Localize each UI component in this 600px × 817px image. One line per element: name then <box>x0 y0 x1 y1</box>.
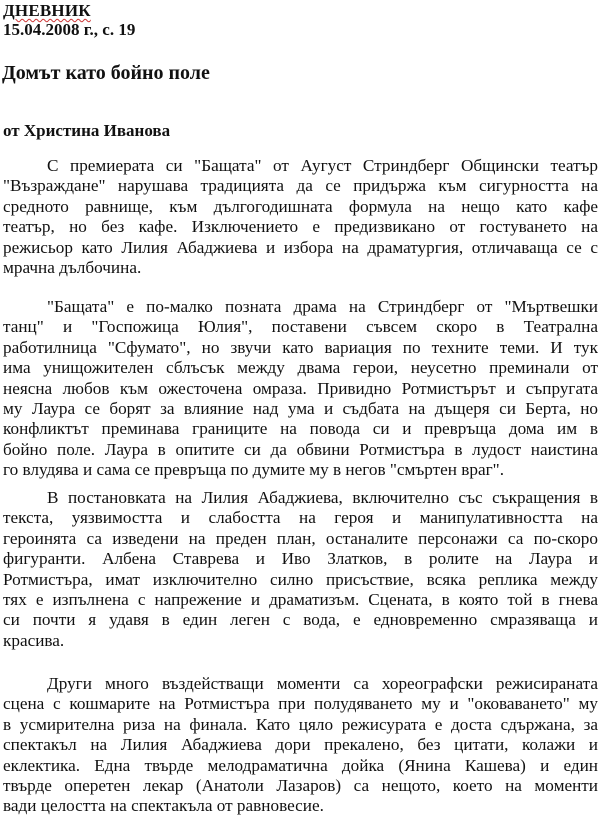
paragraph-line: сцена с кошмарите на Ротмистъра при полудяването му и "оковаването" му <box>3 694 598 714</box>
article-paragraph-3 <box>3 488 598 651</box>
paragraph-line: неясна любов към ожесточена омраза. Привидно Ротмистърът и съпругата <box>3 378 598 398</box>
article-paragraph-1 <box>3 156 598 278</box>
article-paragraph-2 <box>3 297 598 481</box>
paragraph-line: тях е изпълнена с напрежение и драматизъм. Сцената, в която той в гнева <box>3 589 598 609</box>
paragraph-line: Ротмистъра, имат изключително силно присъствие, всяка реплика между <box>3 569 598 589</box>
paragraph-line: Други много въздействащи моменти са хореографски режисираната <box>47 674 598 693</box>
paragraph-line: средното равнище, към дългогодишната формула на нещо като кафе <box>3 196 598 216</box>
paragraph-line: красива. <box>3 630 65 650</box>
paragraph-line: "Възраждане" нарушава традицията да се придържа към сигурността на <box>3 176 598 196</box>
paragraph-line: текста, уязвимостта и слабостта на героя и манипулативността на <box>3 508 598 528</box>
article-author: от Христина Иванова <box>3 121 171 140</box>
paragraph-line: героинята са изведени на преден план, останалите персонажи са по-скоро <box>3 528 598 548</box>
paragraph-line: фигуранти. Албена Ставрева и Иво Златков, в ролите на Лаура и <box>3 549 598 569</box>
paragraph-line: мрачна дълбочина. <box>3 257 142 277</box>
paragraph-line: вади целостта на спектакъла от равновесие. <box>3 796 324 816</box>
paragraph-line: има унищожителен сблъсък между двама герои, неусетно преминали от <box>3 358 598 378</box>
paragraph-line: работилница "Сфумато", но звучи като вариация по техните теми. И тук <box>3 337 598 357</box>
paragraph-line: му Лаура се борят за влияние над ума и съдбата на дъщеря си Берта, но <box>3 398 598 418</box>
paragraph-line: режисьор като Лилия Абаджиева и избора на драматургия, отличаваща се с <box>3 237 598 257</box>
paragraph-line: С премиерата си "Бащата" от Аугуст Стриндберг Общински театър <box>47 156 598 175</box>
paragraph-line: еклектика. Една твърде мелодраматична дойка (Янина Кашева) и един <box>3 755 598 775</box>
paragraph-line: театър, но без кафе. Изключението е предизвикано от гостуването на <box>3 217 598 237</box>
paragraph-line: бойно поле. Лаура в опитите си да обвини Ротмистъра в лудост наистина <box>3 439 598 459</box>
paragraph-line: В постановката на Лилия Абаджиева, включително със съкращения в <box>47 488 598 507</box>
paragraph-line: си почти я удавя в един леген с вода, е едновременно смразяваща и <box>3 610 598 630</box>
paragraph-line: "Бащата" е по-малко позната драма на Стриндберг от "Мъртвешки <box>47 297 598 316</box>
article-paragraph-4 <box>3 674 598 817</box>
paragraph-line: го влудява и сама се превръща по думите му в негов "смъртен враг". <box>3 460 504 480</box>
paragraph-line: спектакъл на Лилия Абаджиева дори прекалено, без цитати, колажи и <box>3 735 598 755</box>
publication-date-page: 15.04.2008 г., с. 19 <box>3 20 136 39</box>
newspaper-source: ДНЕВНИК <box>3 1 91 20</box>
paragraph-line: твърде оперетен лекар (Анатоли Лазаров) са нещото, което на моменти <box>3 775 598 795</box>
article-title: Домът като бойно поле <box>2 62 210 84</box>
paragraph-line: конфликтът преминава границите на повода си и превръща дома им в <box>3 419 598 439</box>
paragraph-line: танц" и "Госпожица Юлия", поставени съвсем скоро в Театрална <box>3 317 598 337</box>
paragraph-line: в усмирителна риза на финала. Като цяло режисурата е доста сдържана, за <box>3 714 598 734</box>
